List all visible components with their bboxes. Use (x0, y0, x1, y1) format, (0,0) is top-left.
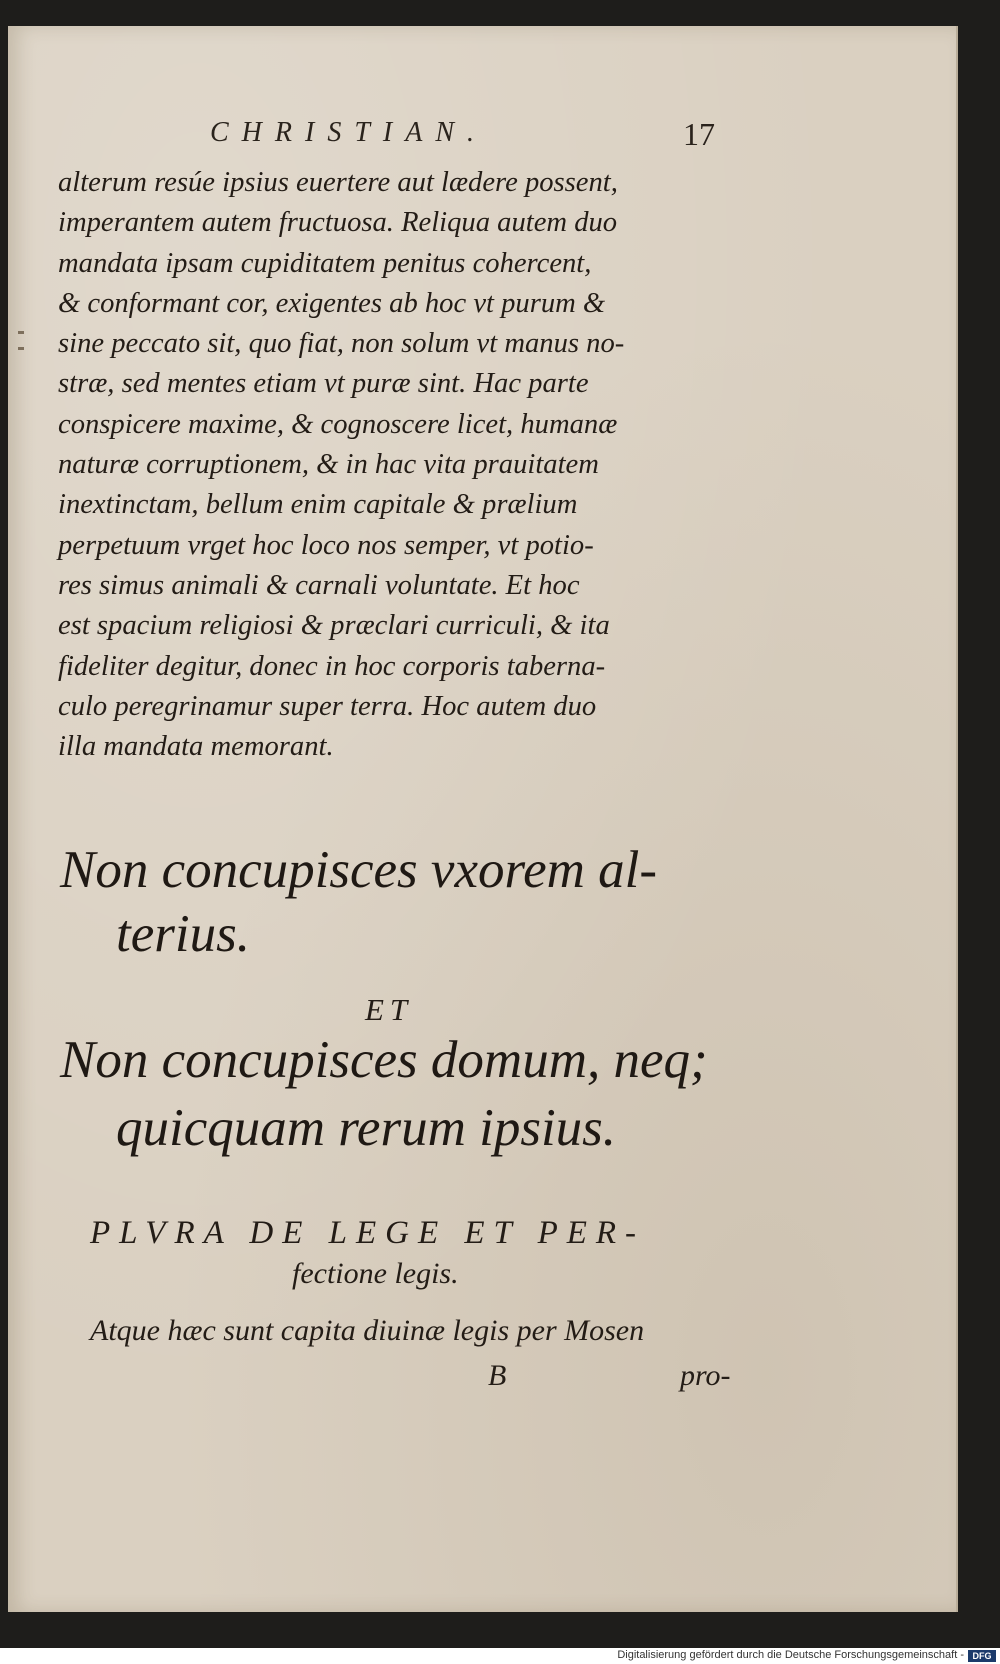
section-subtitle: fectione legis. (292, 1257, 459, 1290)
body-line: mandata ipsam cupiditatem penitus cohercent, (58, 247, 592, 279)
catchword: pro- (680, 1359, 731, 1392)
body-line: alterum resúe ipsius euertere aut lædere possent, (58, 167, 618, 198)
footer-credit: Digitalisierung gefördert durch die Deutsche Forschungsgemeinschaft - (617, 1649, 964, 1661)
commandment-two-line-1: Non concupisces domum, neq; (60, 1031, 708, 1089)
running-head: CHRISTIAN. (210, 117, 487, 148)
body-line: inextinctam, bellum enim capitale & prælium (58, 489, 578, 521)
body-line: sine peccato sit, quo fiat, non solum vt manus no- (58, 328, 625, 360)
body-line: res simus animali & carnali voluntate. Et hoc (58, 569, 580, 601)
body-line: est spacium religiosi & præclari curriculi, & ita (58, 610, 610, 642)
commandment-two-line-2: quicquam rerum ipsius. (116, 1099, 617, 1157)
page-number: 17 (683, 116, 715, 152)
body-line: stræ, sed mentes etiam vt puræ sint. Hac parte (58, 368, 589, 400)
body-line: culo peregrinamur super terra. Hoc autem duo (58, 690, 597, 722)
body-line: fideliter degitur, donec in hoc corporis taberna- (58, 650, 606, 682)
dfg-logo-icon: DFG (968, 1650, 996, 1662)
gutter-mark (18, 347, 24, 350)
connector-et: ET (365, 992, 414, 1027)
body-line: & conformant cor, exigentes ab hoc vt purum & (58, 287, 606, 319)
gutter-mark (18, 331, 24, 334)
commandment-one-line-1: Non concupisces vxorem al- (60, 841, 658, 899)
signature-mark: B (488, 1359, 507, 1392)
section-title: PLVRA DE LEGE ET PER- (90, 1215, 646, 1251)
body-line: conspicere maxime, & cognoscere licet, humanæ (58, 408, 618, 440)
closing-line: Atque hæc sunt capita diuinæ legis per Mosen (90, 1314, 645, 1347)
commandment-one-line-2: terius. (116, 905, 250, 963)
body-line: naturæ corruptionem, & in hac vita prauitatem (58, 449, 599, 481)
body-line: perpetuum vrget hoc loco nos semper, vt potio- (58, 529, 594, 561)
body-line: illa mandata memorant. (58, 731, 334, 763)
body-line: imperantem autem fructuosa. Reliqua autem duo (58, 207, 618, 239)
body-text (58, 163, 748, 767)
